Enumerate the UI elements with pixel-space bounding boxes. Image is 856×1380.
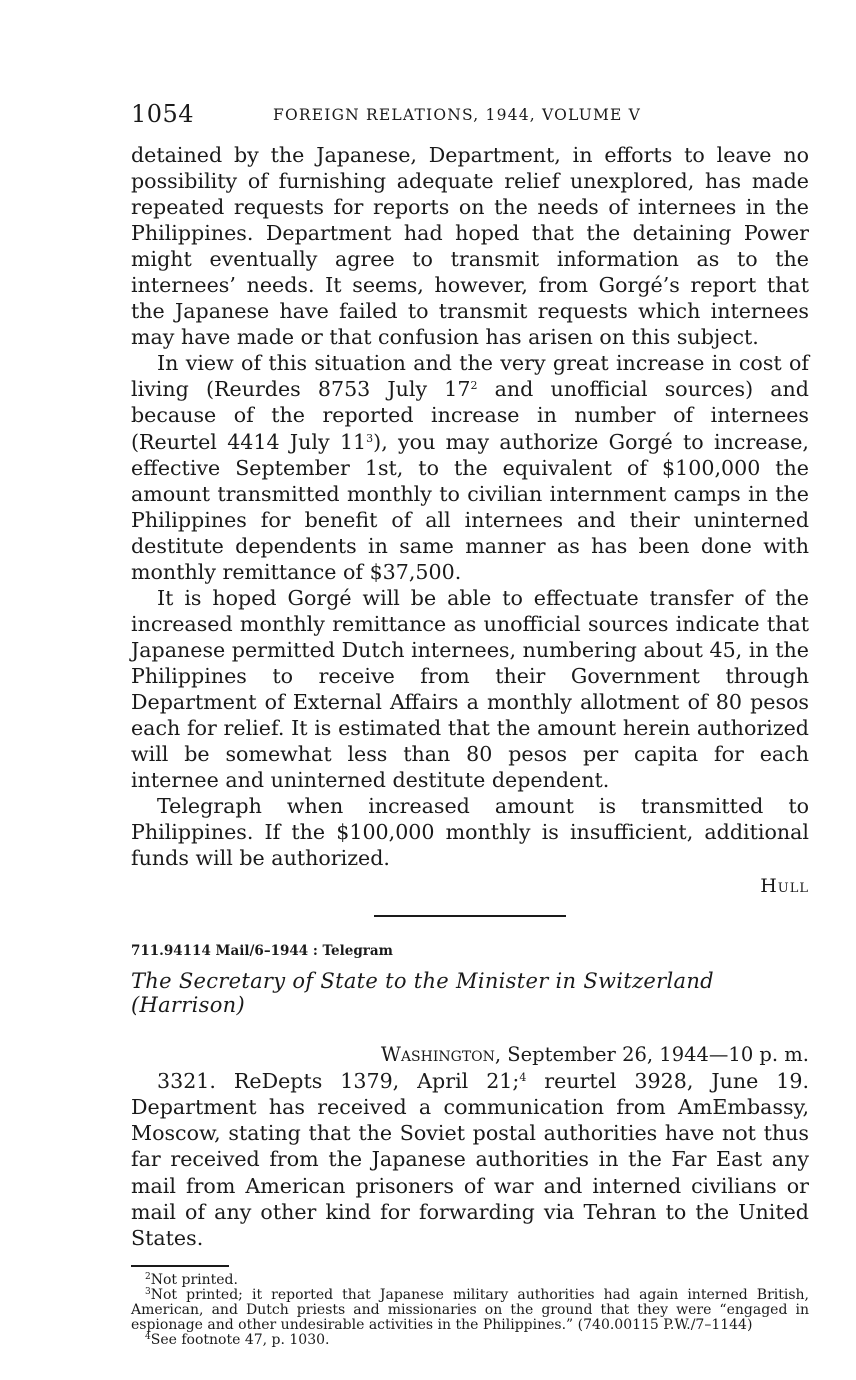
footnote-text: Not printed. (150, 1271, 238, 1288)
page-header (131, 96, 809, 130)
telegram-text-a: 3321. ReDepts 1379, April 21; (157, 1069, 520, 1094)
body-paragraph-1: detained by the Japanese, Department, in efforts to leave no possibility of furnishing adequate relief unexplored, has made repeated requests for reports on the needs of internees in the Philippines. Department had hoped that the detaining Power might eventually agree to transmit information as to the internees’ needs. It seems, however, from Gorgé’s report that the Japanese have failed to transmit requests which internees may have made or that confusion has arisen on this subject. (131, 143, 809, 350)
footnote-ref-3: 3 (366, 431, 374, 445)
document-page (131, 96, 809, 1348)
body-paragraph-4: Telegraph when increased amount is transmitted to Philippines. If the $100,000 monthly is insufficient, additional funds will be authorized. (131, 794, 809, 871)
paragraph-2-text-a: In view of this situation and the very great increase in cost of living (Reurdes 8753 July 17 (131, 351, 809, 402)
footnotes (131, 1273, 809, 1348)
file-reference: 711.94114 Mail/6–1944 : Telegram (131, 943, 393, 960)
footnote-text: Not printed; it reported that Japanese military authorities had again interned British, American, and Dutch priests and missionaries on the ground that they were “engaged in espionage and other undesirable activities in the Philippines.” (740.00115 P.W./7–1144) (131, 1286, 809, 1333)
footnote-mark: 2 (145, 1271, 151, 1282)
telegram-paragraph (131, 1068, 809, 1250)
paragraph-2-text-c: ), you may authorize Gorgé to increase, effective September 1st, to the equivalent of $100,000 the amount transmitted monthly to civilian internment camps in the Philippines for benefit of all internees and their uninterned destitute dependents in same manner as has been done with monthly remittance of $37,500. (131, 429, 809, 584)
footnote-mark: 3 (145, 1286, 151, 1297)
footnote-mark: 4 (145, 1331, 151, 1342)
paragraph-2-text-b: and unofficial sources) and because of the reported increase in number of internees (Reurtel 4414 July 11 (131, 377, 809, 454)
footnote-ref-2: 2 (470, 379, 478, 393)
footnote-rule (131, 1265, 229, 1267)
body-paragraph-3: It is hoped Gorgé will be able to effectuate transfer of the increased monthly remittance as unofficial sources indicate that Japanese permitted Dutch internees, numbering about 45, in the Philippines to receive from their Government through Department of External Affairs a monthly allotment of 80 pesos each for relief. It is estimated that the amount herein authorized will be somewhat less than 80 pesos per capita for each internee and uninterned destitute dependent. (131, 585, 809, 793)
footnote-4 (131, 1333, 809, 1348)
footnote-text: See footnote 47, p. 1030. (150, 1331, 330, 1348)
footnote-ref-4: 4 (519, 1071, 527, 1085)
page-number: 1054 (131, 100, 195, 128)
dateline-date: , September 26, 1944—10 p. m. (494, 1043, 809, 1067)
signature: Hull (760, 875, 809, 898)
dateline (131, 1043, 809, 1066)
dateline-place: Washington (380, 1043, 495, 1067)
running-title: FOREIGN RELATIONS, 1944, VOLUME V (273, 106, 642, 124)
body-paragraph-2 (131, 350, 809, 584)
footnote-2 (131, 1273, 809, 1288)
footnote-3 (131, 1288, 809, 1333)
section-divider (374, 915, 566, 917)
document-title: The Secretary of State to the Minister in Switzerland (Harrison) (131, 969, 714, 1018)
telegram-text-b: reurtel 3928, June 19. Department has received a communication from AmEmbassy, Moscow, stating that the Soviet postal authorities have not thus far received from the Japanese authorities in the Far East any mail from American prisoners of war and interned civilians or mail of any other kind for forwarding via Tehran to the United States. (131, 1069, 809, 1250)
